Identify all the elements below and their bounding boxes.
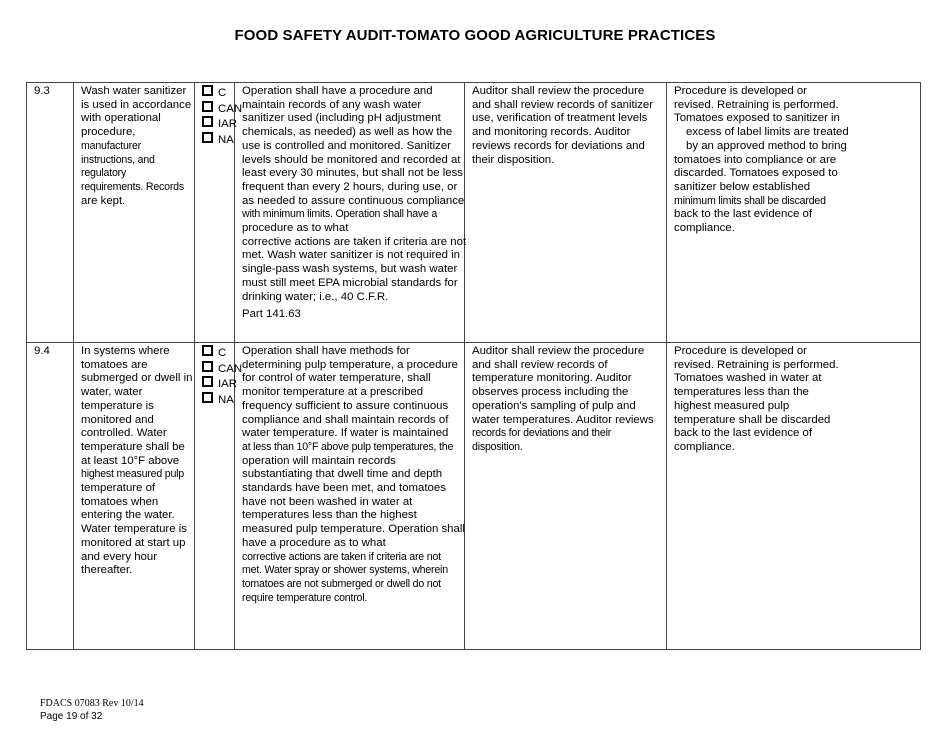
text-line: frequency sufficient to assure continuous bbox=[242, 399, 449, 412]
text-line: corrective actions are taken if criteria are not bbox=[242, 550, 441, 563]
option-label: NA bbox=[218, 133, 234, 146]
page-footer bbox=[40, 697, 144, 723]
text-line: compliance. bbox=[674, 222, 735, 235]
text-line: water, water bbox=[81, 386, 143, 399]
text-line: and shall review records of sanitizer bbox=[472, 98, 654, 111]
rating-options bbox=[195, 343, 243, 650]
text-line: Auditor shall review the procedure bbox=[472, 85, 645, 97]
text-line: Water temperature is bbox=[81, 523, 187, 536]
text-line: monitor temperature at a prescribed bbox=[242, 386, 424, 399]
text-line: temperature shall be bbox=[81, 440, 185, 453]
text-line: sanitizer used (including pH adjustment bbox=[242, 112, 441, 125]
rating-options bbox=[195, 83, 243, 343]
checkbox-icon[interactable] bbox=[202, 361, 213, 372]
text-line: entering the water. bbox=[81, 509, 175, 522]
option-label: CAN bbox=[218, 102, 243, 115]
text-line: require temperature control. bbox=[242, 591, 368, 604]
text-line: and every hour bbox=[81, 550, 157, 563]
text-line: with operational bbox=[81, 112, 161, 125]
text-line: their disposition. bbox=[472, 153, 555, 166]
rating-option-na[interactable] bbox=[202, 132, 234, 148]
corrective-action-cell bbox=[667, 343, 921, 650]
text-line: Procedure is developed or bbox=[674, 85, 807, 97]
page-number: Page 19 of 32 bbox=[40, 711, 103, 722]
text-line: discarded. Tomatoes exposed to bbox=[674, 167, 838, 180]
text-line: least every 30 minutes, but shall not be less bbox=[242, 167, 463, 180]
text-line: reviews records for deviations and bbox=[472, 139, 645, 152]
text-line: excess of label limits are treated bbox=[686, 126, 849, 139]
text-line: water temperature. If water is maintained bbox=[242, 427, 449, 440]
criteria-cell bbox=[235, 343, 465, 650]
text-line: is used in accordance bbox=[81, 98, 192, 111]
text-line: tomatoes are bbox=[81, 358, 148, 371]
text-line: Tomatoes exposed to sanitizer in bbox=[674, 112, 840, 125]
text-line: temperature is bbox=[81, 399, 154, 412]
text-line: Operation shall have a procedure and bbox=[242, 85, 433, 97]
verification-cell bbox=[465, 83, 667, 343]
text-line: frequent than every 2 hours, during use, or bbox=[242, 180, 458, 193]
option-label: IAR bbox=[218, 378, 237, 391]
text-line: procedure as to what bbox=[242, 222, 349, 235]
text-line: levels should be monitored and recorded at bbox=[242, 153, 461, 166]
text-line: by an approved method to bring bbox=[686, 139, 847, 152]
text-line: tomatoes into compliance or are bbox=[674, 153, 837, 166]
text-line: use, verification of treatment levels bbox=[472, 112, 648, 125]
rating-option-c[interactable] bbox=[202, 85, 228, 101]
checkbox-icon[interactable] bbox=[202, 101, 213, 112]
text-line: temperatures less than the bbox=[674, 386, 809, 399]
text-line: Procedure is developed or bbox=[674, 345, 807, 357]
text-line: and shall review records of bbox=[472, 358, 608, 371]
text-line: temperature monitoring. Auditor bbox=[472, 372, 632, 385]
text-line: at less than 10°F above pulp temperatures, the bbox=[242, 440, 454, 453]
text-line: monitored and bbox=[81, 413, 154, 426]
checkbox-icon[interactable] bbox=[202, 85, 213, 96]
text-line: tomatoes are not submerged or dwell do not bbox=[242, 577, 441, 590]
text-line: for control of water temperature, shall bbox=[242, 372, 431, 385]
text-line: revised. Retraining is performed. bbox=[674, 98, 839, 111]
page-title: FOOD SAFETY AUDIT-TOMATO GOOD AGRICULTURE PRACTICES bbox=[234, 27, 716, 44]
text-line: monitored at start up bbox=[81, 536, 186, 549]
text-line: and monitoring records. Auditor bbox=[472, 126, 631, 139]
text-line: maintain records of any wash water bbox=[242, 98, 422, 111]
item-number: 9.3 bbox=[27, 83, 74, 343]
text-line: chemicals, as needed) as well as how the bbox=[242, 126, 453, 139]
text-line: instructions, and bbox=[81, 153, 155, 166]
text-line: water temperatures. Auditor reviews bbox=[472, 413, 654, 426]
text-line: are kept. bbox=[81, 194, 126, 207]
text-line: corrective actions are taken if criteria are not bbox=[242, 235, 467, 248]
text-line: controlled. Water bbox=[81, 427, 167, 440]
checkbox-icon[interactable] bbox=[202, 392, 213, 403]
requirement-cell bbox=[74, 83, 195, 343]
text-line: standards have been met, and tomatoes bbox=[242, 482, 446, 495]
text-line: tomatoes when bbox=[81, 495, 159, 508]
text-line: substantiating that dwell time and depth bbox=[242, 468, 443, 481]
text-line: Part 141.63 bbox=[242, 308, 301, 321]
text-line: single-pass wash systems, but wash water bbox=[242, 263, 458, 276]
text-line: In systems where bbox=[81, 345, 170, 357]
checkbox-icon[interactable] bbox=[202, 132, 213, 143]
rating-option-iar[interactable] bbox=[202, 116, 237, 132]
text-line: thereafter. bbox=[81, 564, 133, 577]
text-line: have a procedure as to what bbox=[242, 536, 386, 549]
text-line: operation's sampling of pulp and bbox=[472, 399, 636, 412]
text-line: met. Wash water sanitizer is not required in bbox=[242, 249, 460, 262]
form-id: FDACS 07083 Rev 10/14 bbox=[40, 698, 144, 709]
rating-option-can[interactable] bbox=[202, 101, 243, 117]
table-row bbox=[27, 343, 921, 650]
verification-cell bbox=[465, 343, 667, 650]
text-line: use is controlled and monitored. Sanitizer bbox=[242, 139, 451, 152]
text-line: manufacturer bbox=[81, 139, 142, 152]
table-row bbox=[27, 83, 921, 343]
option-label: CAN bbox=[218, 362, 243, 375]
text-line: sanitizer below established bbox=[674, 180, 811, 193]
text-line: at least 10°F above bbox=[81, 454, 180, 467]
text-line: Wash water sanitizer bbox=[81, 85, 187, 97]
text-line: minimum limits shall be discarded bbox=[674, 194, 826, 207]
text-line: temperatures less than the highest bbox=[242, 509, 417, 522]
rating-option-iar[interactable] bbox=[202, 376, 237, 392]
rating-option-na[interactable] bbox=[202, 392, 234, 408]
corrective-action-cell bbox=[667, 83, 921, 343]
text-line: temperature of bbox=[81, 482, 156, 495]
rating-option-can[interactable] bbox=[202, 361, 243, 377]
text-line: temperature shall be discarded bbox=[674, 413, 831, 426]
option-label: C bbox=[218, 87, 227, 99]
text-line: drinking water; i.e., 40 C.F.R. bbox=[242, 290, 389, 303]
text-line: records for deviations and their bbox=[472, 427, 612, 440]
text-line: must still meet EPA microbial standards for bbox=[242, 276, 458, 289]
rating-option-c[interactable] bbox=[202, 345, 228, 361]
text-line: requirements. Records bbox=[81, 180, 184, 193]
text-line: back to the last evidence of bbox=[674, 427, 813, 440]
text-line: disposition. bbox=[472, 440, 523, 453]
text-line: Operation shall have methods for bbox=[242, 345, 410, 357]
criteria-cell bbox=[235, 83, 465, 343]
text-line: submerged or dwell in bbox=[81, 372, 193, 385]
text-line: highest measured pulp bbox=[674, 399, 790, 412]
text-line: revised. Retraining is performed. bbox=[674, 358, 839, 371]
text-line: determining pulp temperature, a procedure bbox=[242, 358, 458, 371]
option-label: C bbox=[218, 347, 227, 359]
checkbox-icon[interactable] bbox=[202, 376, 213, 387]
text-line: compliance. bbox=[674, 440, 735, 453]
text-line: operation will maintain records bbox=[242, 454, 396, 467]
text-line: observes process including the bbox=[472, 386, 629, 399]
text-line: back to the last evidence of bbox=[674, 208, 813, 221]
text-line: met. Water spray or shower systems, wherein bbox=[242, 564, 448, 577]
option-label: NA bbox=[218, 393, 234, 406]
audit-table bbox=[26, 82, 921, 650]
text-line: as needed to assure continuous compliance bbox=[242, 194, 465, 207]
text-line: procedure, bbox=[81, 126, 136, 139]
text-line: Tomatoes washed in water at bbox=[674, 372, 822, 385]
text-line: measured pulp temperature. Operation shall bbox=[242, 523, 465, 536]
item-number: 9.4 bbox=[27, 343, 74, 650]
option-label: IAR bbox=[218, 118, 237, 131]
text-line: highest measured pulp bbox=[81, 468, 184, 481]
text-line: with minimum limits. Operation shall have a bbox=[242, 208, 438, 221]
text-line: Auditor shall review the procedure bbox=[472, 345, 645, 357]
text-line: compliance and shall maintain records of bbox=[242, 413, 449, 426]
checkbox-icon[interactable] bbox=[202, 116, 213, 127]
text-line: regulatory bbox=[81, 167, 127, 180]
checkbox-icon[interactable] bbox=[202, 345, 213, 356]
text-line: have not been washed in water at bbox=[242, 495, 413, 508]
requirement-cell bbox=[74, 343, 195, 650]
